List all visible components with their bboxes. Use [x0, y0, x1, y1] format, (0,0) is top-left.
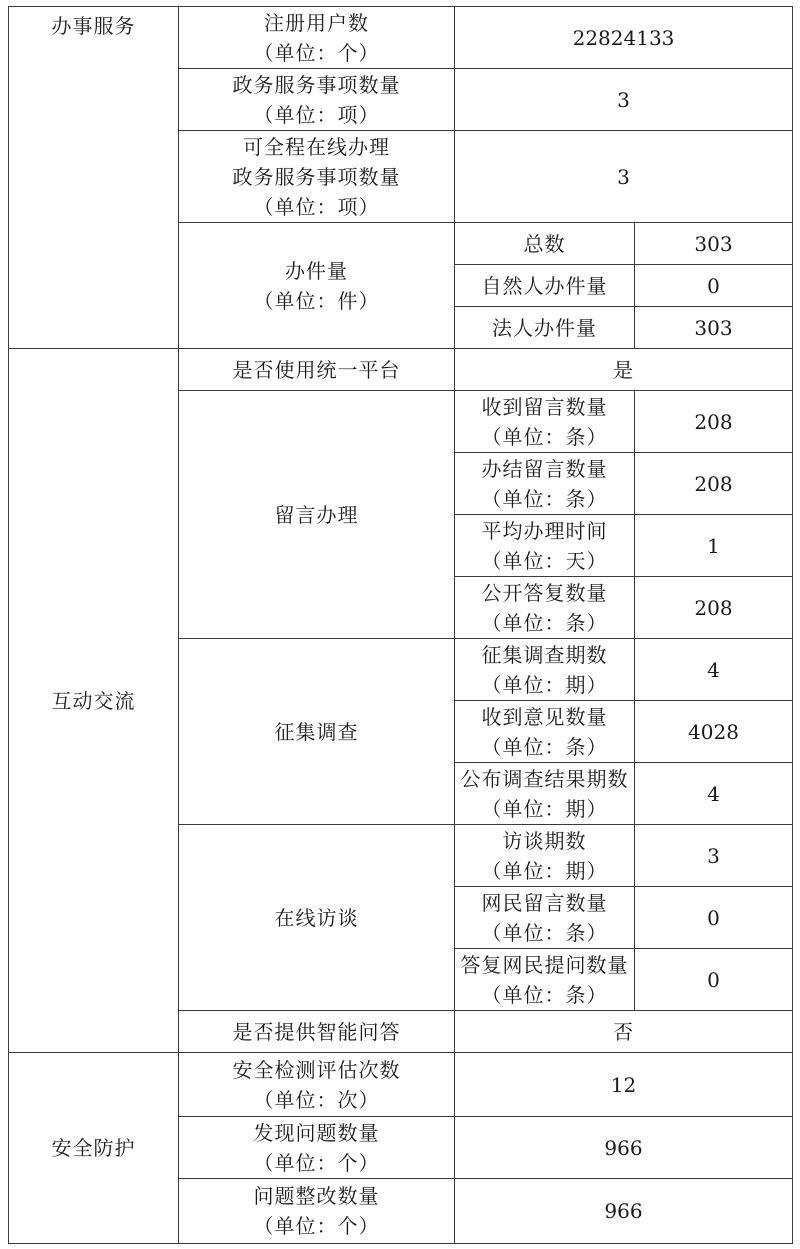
messages-avg-time-label: 平均办理时间 （单位：天） — [455, 515, 635, 577]
unified-platform-value: 是 — [455, 349, 793, 391]
issues-fixed-label: 问题整改数量 （单位：个） — [179, 1179, 455, 1244]
online-items-value: 3 — [455, 131, 793, 223]
interview-netizen-msgs-label: 网民留言数量 （单位：条） — [455, 887, 635, 949]
interview-netizen-msgs-value: 0 — [635, 887, 793, 949]
messages-resolved-label: 办结留言数量 （单位：条） — [455, 453, 635, 515]
registered-users-label: 注册用户数 （单位：个） — [179, 7, 455, 69]
smart-qa-value: 否 — [455, 1011, 793, 1053]
survey-results-value: 4 — [635, 763, 793, 825]
issues-found-label: 发现问题数量 （单位：个） — [179, 1117, 455, 1179]
cases-natural-value: 0 — [635, 265, 793, 307]
issues-found-value: 966 — [455, 1117, 793, 1179]
section-security: 安全防护 — [9, 1053, 179, 1244]
interview-label: 在线访谈 — [179, 825, 455, 1011]
messages-received-value: 208 — [635, 391, 793, 453]
cases-natural-label: 自然人办件量 — [455, 265, 635, 307]
messages-public-replies-value: 208 — [635, 577, 793, 639]
interview-periods-label: 访谈期数 （单位：期） — [455, 825, 635, 887]
messages-resolved-value: 208 — [635, 453, 793, 515]
service-items-label: 政务服务事项数量 （单位：项） — [179, 69, 455, 131]
smart-qa-label: 是否提供智能问答 — [179, 1011, 455, 1053]
survey-results-label: 公布调查结果期数 （单位：期） — [455, 763, 635, 825]
messages-avg-time-value: 1 — [635, 515, 793, 577]
survey-label: 征集调查 — [179, 639, 455, 825]
interview-periods-value: 3 — [635, 825, 793, 887]
statistics-table — [8, 6, 793, 1244]
survey-periods-value: 4 — [635, 639, 793, 701]
survey-opinions-label: 收到意见数量 （单位：条） — [455, 701, 635, 763]
security-checks-value: 12 — [455, 1053, 793, 1117]
messages-received-label: 收到留言数量 （单位：条） — [455, 391, 635, 453]
service-items-value: 3 — [455, 69, 793, 131]
cases-total-label: 总数 — [455, 223, 635, 265]
messages-public-replies-label: 公开答复数量 （单位：条） — [455, 577, 635, 639]
security-checks-label: 安全检测评估次数 （单位：次） — [179, 1053, 455, 1117]
interview-replies-label: 答复网民提问数量 （单位：条） — [455, 949, 635, 1011]
survey-opinions-value: 4028 — [635, 701, 793, 763]
cases-legal-label: 法人办件量 — [455, 307, 635, 349]
cases-label: 办件量 （单位：件） — [179, 223, 455, 349]
issues-fixed-value: 966 — [455, 1179, 793, 1244]
registered-users-value: 22824133 — [455, 7, 793, 69]
unified-platform-label: 是否使用统一平台 — [179, 349, 455, 391]
survey-periods-label: 征集调查期数 （单位：期） — [455, 639, 635, 701]
section-interaction: 互动交流 — [9, 349, 179, 1053]
section-service: 办事服务 — [9, 7, 179, 349]
interview-replies-value: 0 — [635, 949, 793, 1011]
cases-total-value: 303 — [635, 223, 793, 265]
online-items-label: 可全程在线办理 政务服务事项数量 （单位：项） — [179, 131, 455, 223]
messages-label: 留言办理 — [179, 391, 455, 639]
cases-legal-value: 303 — [635, 307, 793, 349]
